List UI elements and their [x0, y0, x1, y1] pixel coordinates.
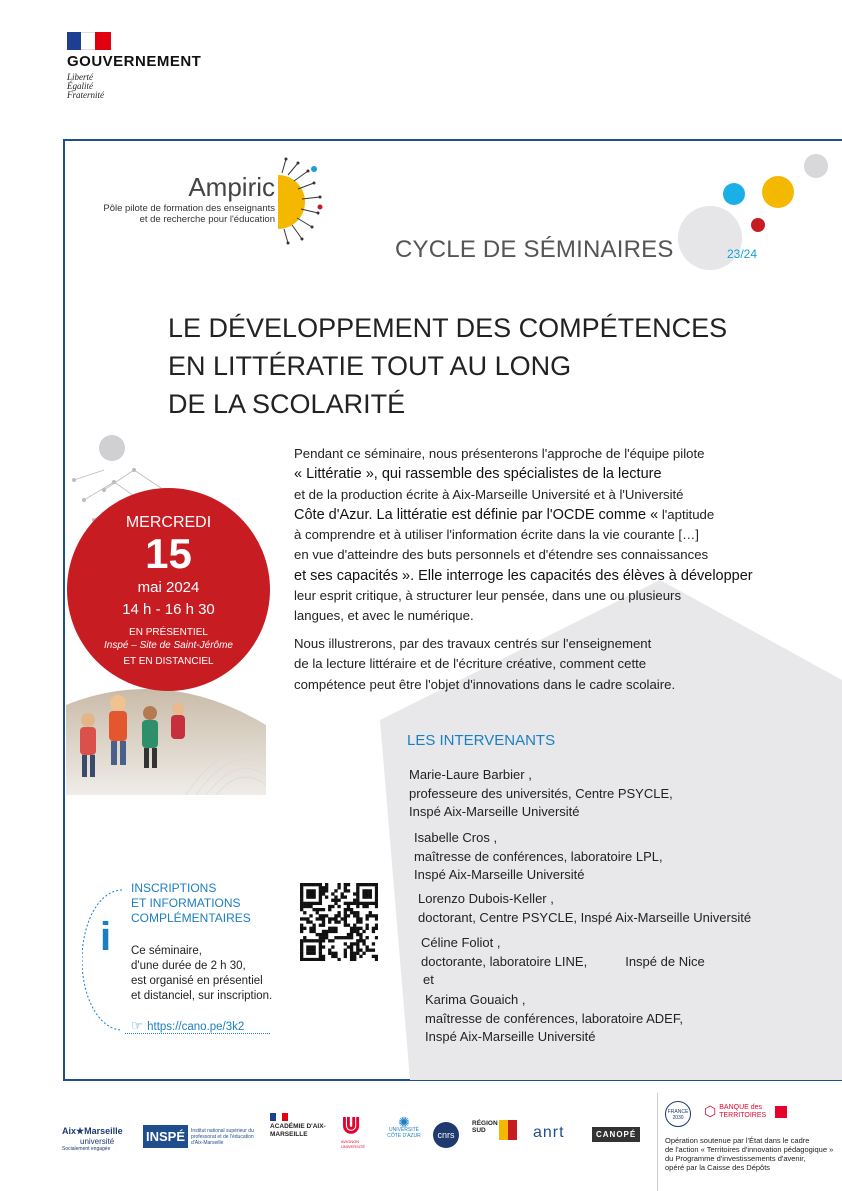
speaker-affiliation: Inspé Aix-Marseille Université [414, 867, 585, 882]
marianne-flag-small-icon [270, 1113, 288, 1121]
canope-name: CANOPÉ [592, 1127, 640, 1142]
amu-tagline: Socialement engagée [62, 1146, 111, 1152]
amu-name: Aix★Marseille [62, 1126, 123, 1136]
title-line-3: DE LA SCOLARITÉ [168, 389, 406, 419]
avignon-mark-icon: ⋓ [341, 1112, 362, 1139]
info-heading [131, 881, 251, 926]
speaker-role: doctorante, laboratoire LINE, [421, 953, 588, 969]
intro-line: leur esprit critique, à structurer leur pensée, dans une ou plusieurs [294, 588, 682, 604]
date-time: 14 h - 16 h 30 [122, 601, 215, 618]
amu-logo [62, 1126, 123, 1152]
pointing-hand-icon: ☞ [131, 1018, 143, 1033]
speakers-heading: LES INTERVENANTS [407, 732, 556, 749]
cnrs-logo [433, 1122, 459, 1148]
qr-code[interactable] [300, 883, 378, 961]
speaker-role-line [421, 953, 705, 972]
speaker-4 [421, 934, 705, 990]
intro-line: et ses capacités ». Elle interroge les capacités des élèves à développer [294, 567, 753, 584]
speaker-affiliation: Inspé Aix-Marseille Université [425, 1029, 596, 1044]
title-line-1: LE DÉVELOPPEMENT DES COMPÉTENCES [168, 313, 728, 343]
intro-line: langues, et avec le numérique. [294, 608, 474, 624]
gov-name: GOUVERNEMENT [67, 53, 202, 70]
info-line: Ce séminaire, [131, 945, 202, 957]
cnrs-name: cnrs [437, 1130, 455, 1140]
caisse-depots-icon [775, 1106, 787, 1118]
link-underline [125, 1033, 270, 1034]
banque-name: BANQUE des TERRITOIRES [719, 1103, 767, 1119]
date-weekday: MERCREDI [125, 514, 212, 531]
paragraph-line: compétence peut être l'objet d'innovations dans le cadre scolaire. [294, 676, 676, 692]
intro-line: et de la production écrite à Aix-Marseille Université et à l'Université [294, 486, 684, 502]
region-emblem-icon [499, 1120, 517, 1140]
speaker-name: Lorenzo Dubois-Keller , [418, 891, 554, 906]
intro-paragraph [294, 444, 753, 627]
speaker-name: Karima Gouaich , [425, 992, 526, 1007]
uca-star-icon: ✺ [398, 1114, 410, 1130]
france2030-name: FRANCE 2030 [667, 1109, 689, 1121]
speaker-affiliation: Inspé de Nice [625, 953, 705, 969]
paragraph-line: de la lecture littéraire et de l'écriture créative, comment cette [294, 656, 647, 672]
region-name: RÉGION SUD [472, 1120, 498, 1134]
note-line: de l'action « Territoires d'innovation pédagogique » [665, 1145, 834, 1154]
france2030-logo [665, 1101, 691, 1127]
funding-note [665, 1136, 833, 1172]
intro-line-highlight: Côte d'Azur. La littératie est définie par l'OCDE comme « [294, 506, 659, 523]
academie-name: ACADÉMIE D'AIX-MARSEILLE [270, 1123, 326, 1138]
ampiric-name: Ampiric [188, 172, 275, 202]
gov-logo [67, 32, 201, 100]
ampiric-subtitle-1: Pôle pilote de formation des enseignants [103, 203, 275, 214]
ampiric-subtitle-2: et de recherche pour l'éducation [139, 214, 275, 225]
cycle-heading: CYCLE DE SÉMINAIRES [395, 236, 674, 263]
note-line: du Programme d'investissements d'avenir, [665, 1154, 806, 1163]
info-decoration [82, 885, 132, 1035]
date-month-year: mai 2024 [137, 579, 200, 596]
speaker-role: maîtresse de conférences, laboratoire ADEF, [425, 1010, 683, 1026]
date-mode-onsite: EN PRÉSENTIEL [129, 627, 208, 638]
info-heading-line: COMPLÉMENTAIRES [131, 911, 251, 925]
motto-fraternite: Fraternité [67, 90, 104, 100]
intro-line [294, 505, 753, 525]
motto-egalite: Égalité [67, 81, 93, 91]
title-line-2: EN LITTÉRATIE TOUT AU LONG [168, 351, 572, 381]
date-day: 15 [145, 530, 192, 577]
note-line: opéré par la Caisse des Dépôts [665, 1163, 771, 1172]
inspe-name: INSPÉ [143, 1125, 188, 1148]
avignon-name: AVIGNON UNIVERSITÉ [341, 1139, 366, 1149]
speaker-name: Céline Foliot , [421, 935, 501, 950]
info-heading-line: ET INFORMATIONS [131, 896, 241, 910]
ampiric-sun-icon [268, 155, 338, 245]
info-line: est organisé en présentiel [131, 975, 263, 987]
speaker-2 [414, 829, 663, 885]
marianne-flag-icon [67, 32, 111, 50]
speaker-5 [425, 991, 683, 1047]
uca-logo [382, 1114, 426, 1139]
speaker-name: Isabelle Cros , [414, 830, 498, 845]
info-line: et distanciel, sur inscription. [131, 990, 273, 1002]
uca-name: UNIVERSITÉ CÔTE D'AZUR [387, 1127, 421, 1139]
motto-liberte: Liberté [67, 72, 93, 82]
speaker-role: professeure des universités, Centre PSYCLE, [409, 785, 673, 801]
info-heading-line: INSCRIPTIONS [131, 881, 217, 895]
inspe-logo [143, 1125, 261, 1148]
region-sud-logo [472, 1120, 522, 1134]
avignon-logo [341, 1113, 371, 1149]
ampiric-logo [85, 172, 275, 225]
hexagon-icon: ⬡ [704, 1103, 717, 1119]
registration-url[interactable]: https://cano.pe/3k2 [147, 1021, 245, 1033]
info-line: d'une durée de 2 h 30, [131, 960, 246, 972]
speaker-affiliation: Inspé Aix-Marseille Université [409, 804, 580, 819]
info-text [131, 944, 272, 1004]
note-line: Opération soutenue par l'État dans le cadre [665, 1136, 810, 1145]
paragraph-line: Nous illustrerons, par des travaux centrés sur l'enseignement [294, 636, 652, 651]
info-icon: i [100, 915, 112, 959]
speaker-name: Marie-Laure Barbier , [409, 767, 532, 782]
amu-subname: université [80, 1137, 115, 1146]
intro-line: en vue d'atteindre des buts personnels et d'étendre ses connaissances [294, 547, 709, 563]
canope-logo [592, 1127, 640, 1142]
speaker-1 [409, 766, 673, 822]
academie-logo [270, 1113, 330, 1139]
speaker-role: maîtresse de conférences, laboratoire LPL, [414, 848, 663, 864]
intro-line: « Littératie », qui rassemble des spécialistes de la lecture [294, 466, 662, 483]
inspe-subtitle: Institut national supérieur du professorat et de l'éducation d'Aix-Marseille [191, 1127, 254, 1146]
date-mode-remote: ET EN DISTANCIEL [123, 656, 214, 667]
intro-line: Pendant ce séminaire, nous présenterons l'approche de l'équipe pilote [294, 446, 705, 461]
speaker-3 [418, 890, 751, 927]
speaker-role: doctorant, Centre PSYCLE, Inspé Aix-Marseille Université [418, 909, 752, 925]
date-place: Inspé – Site de Saint-Jérôme [104, 640, 233, 651]
anrt-logo [533, 1124, 565, 1142]
banque-territoires-logo [704, 1103, 794, 1120]
intro-line: à comprendre et à utiliser l'information écrite dans la vie courante […] [294, 527, 699, 543]
cycle-year: 23/24 [727, 247, 758, 261]
speaker-conjunction: et [423, 972, 434, 987]
second-paragraph [294, 634, 675, 695]
anrt-name: anrt [533, 1124, 565, 1141]
seminar-title [168, 309, 727, 423]
intro-line-rest: l'aptitude [658, 506, 715, 522]
